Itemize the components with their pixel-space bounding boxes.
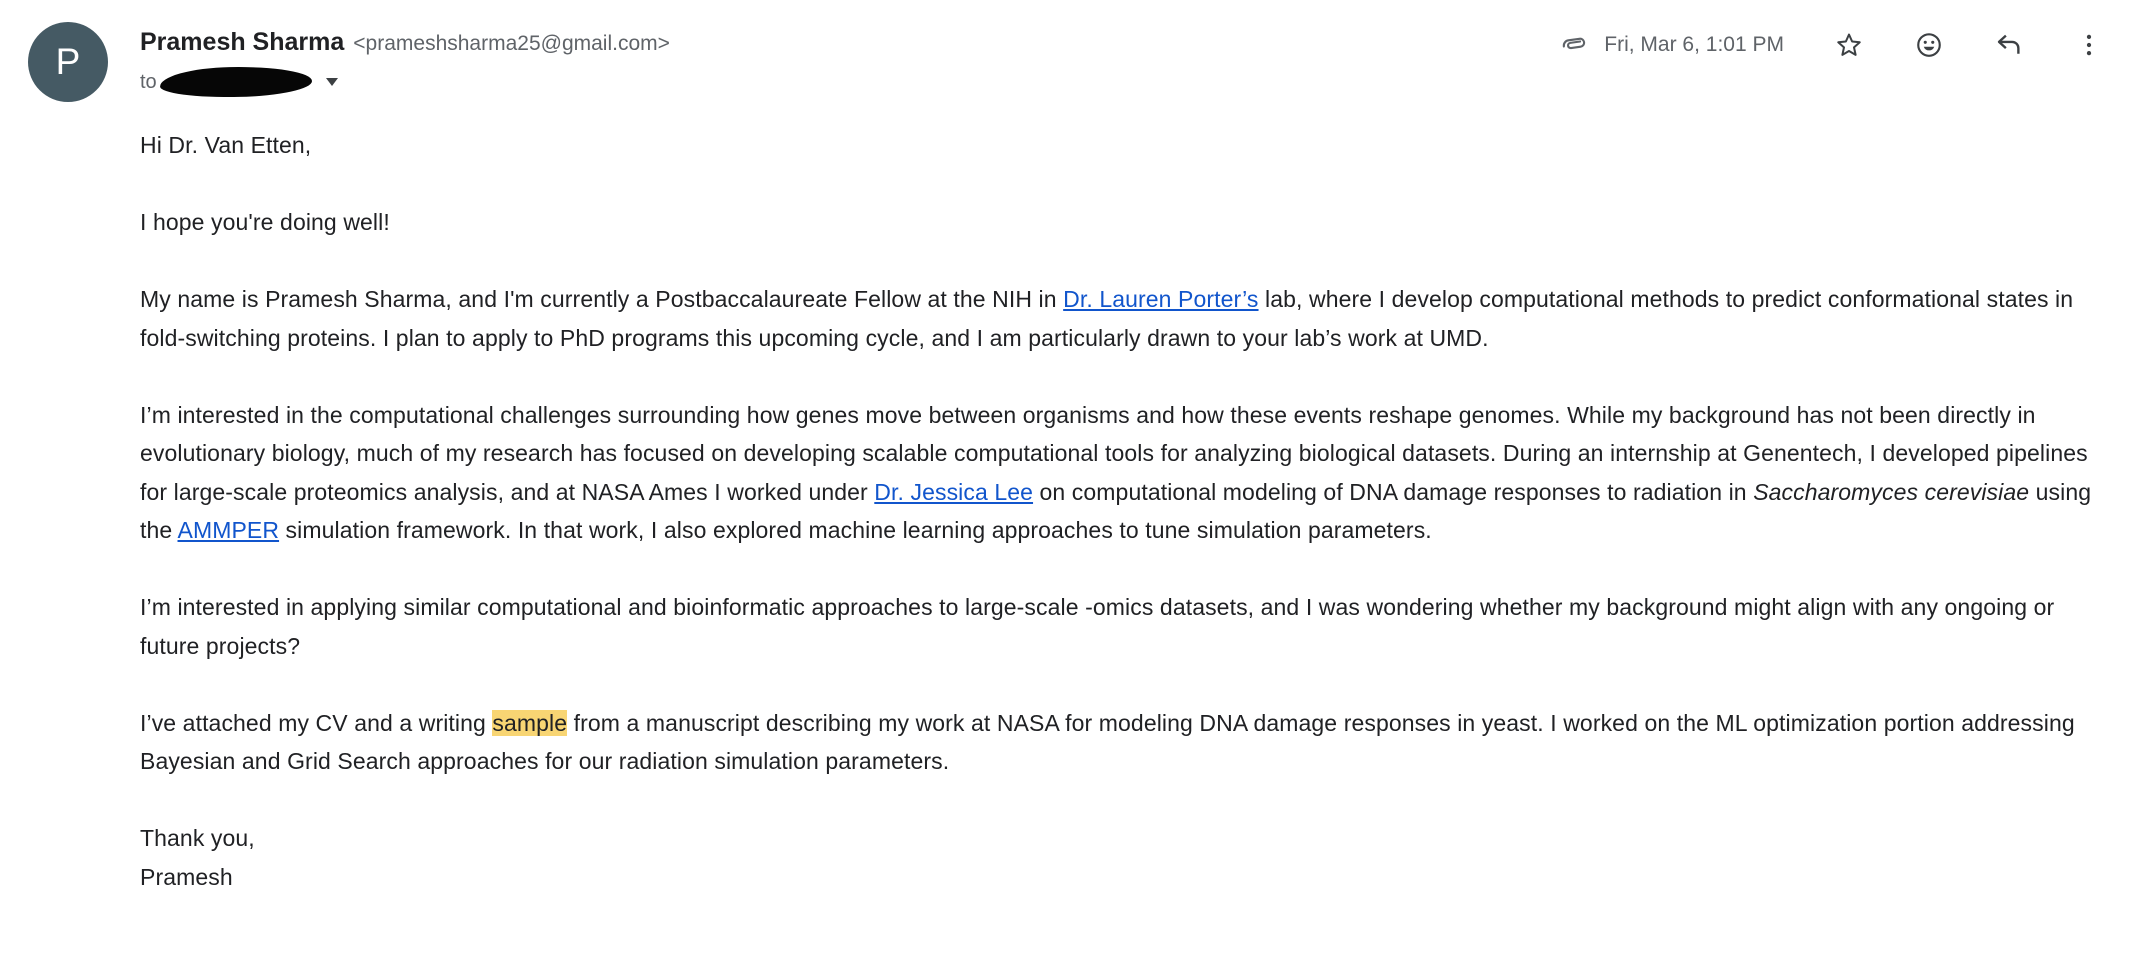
background-text-mid2: using the — [140, 478, 2092, 543]
paperclip-icon — [1559, 30, 1589, 60]
reply-arrow-icon — [1994, 30, 2024, 60]
to-label: to — [140, 70, 157, 93]
smiley-icon — [1914, 30, 1944, 60]
background-text-mid1: on computational modeling of DNA damage responses to radiation in — [1033, 478, 1754, 505]
signature-closing: Thank you, — [140, 825, 255, 851]
paragraph-background — [140, 396, 2102, 550]
intro-text-post: lab, where I develop computational methods to predict conformational states in fold-switching proteins. I plan to apply to PhD programs this upcoming cycle, and I am particularly drawn to your lab’s work at UMD. — [140, 286, 2074, 351]
greeting: Hi Dr. Van Etten, — [140, 132, 312, 158]
sender-avatar[interactable] — [28, 22, 108, 102]
star-outline-icon — [1834, 30, 1864, 60]
jessica-lee-link[interactable]: Dr. Jessica Lee — [874, 478, 1034, 505]
paragraph-intro — [140, 280, 2102, 357]
signature — [140, 819, 2102, 896]
more-options-button[interactable] — [2074, 30, 2104, 60]
chevron-down-icon — [324, 76, 340, 88]
intro-text: My name is Pramesh Sharma, and I'm currently a Postbaccalaureate Fellow at the NIH in — [140, 286, 1064, 312]
email-header — [0, 0, 2144, 120]
species-name-italic: Saccharomyces cerevisiae — [1753, 478, 2030, 505]
wellbeing-line: I hope you're doing well! — [140, 209, 390, 235]
search-highlighted-word: sample — [492, 709, 568, 736]
sender-name: Pramesh Sharma — [140, 28, 345, 56]
attachment-text: I’ve attached my CV and a writing — [140, 709, 493, 736]
sender-block — [140, 28, 670, 98]
reply-button[interactable] — [1994, 30, 2024, 60]
avatar-letter: P — [55, 41, 81, 82]
kebab-menu-icon — [2074, 30, 2104, 60]
lauren-porter-link[interactable]: Dr. Lauren Porter’s — [1063, 286, 1259, 312]
redacted-recipient — [159, 65, 312, 98]
message-date: Fri, Mar 6, 1:01 PM — [1604, 33, 1784, 56]
star-button[interactable] — [1834, 30, 1864, 60]
attachment-text-post: from a manuscript describing my work at NASA for modeling DNA damage responses in yeast. I worked on the ML optimization portion addressing Bayesian and Grid Search approaches for our radiation simulation parameters. — [140, 709, 2075, 774]
signature-name: Pramesh — [140, 863, 233, 890]
sender-email: <prameshsharma25@gmail.com> — [353, 32, 670, 55]
add-reaction-button[interactable] — [1914, 30, 1944, 60]
paragraph-interest: I’m interested in applying similar computational and bioinformatic approaches to large-scale -omics datasets, and I was wondering whether my background might align with any ongoing or future projects? — [140, 594, 2055, 659]
paragraph-attachment — [140, 704, 2102, 781]
background-text: I’m interested in the computational challenges surrounding how genes move between organisms and how these events reshape genomes. While my background has not been directly in evolutionary biology, much of my research has focused on developing scalable computational tools for analyzing biological datasets. During an internship at Genentech, I developed pipelines for large-scale proteomics analysis, and at NASA Ames I worked under — [140, 401, 2088, 505]
background-text-post: simulation framework. In that work, I also explored machine learning approaches to tune simulation parameters. — [279, 517, 1432, 543]
ammper-link[interactable]: AMMPER — [177, 517, 280, 543]
email-body — [140, 126, 2102, 896]
show-details-button[interactable] — [324, 76, 340, 88]
message-toolbar — [1559, 30, 2104, 60]
